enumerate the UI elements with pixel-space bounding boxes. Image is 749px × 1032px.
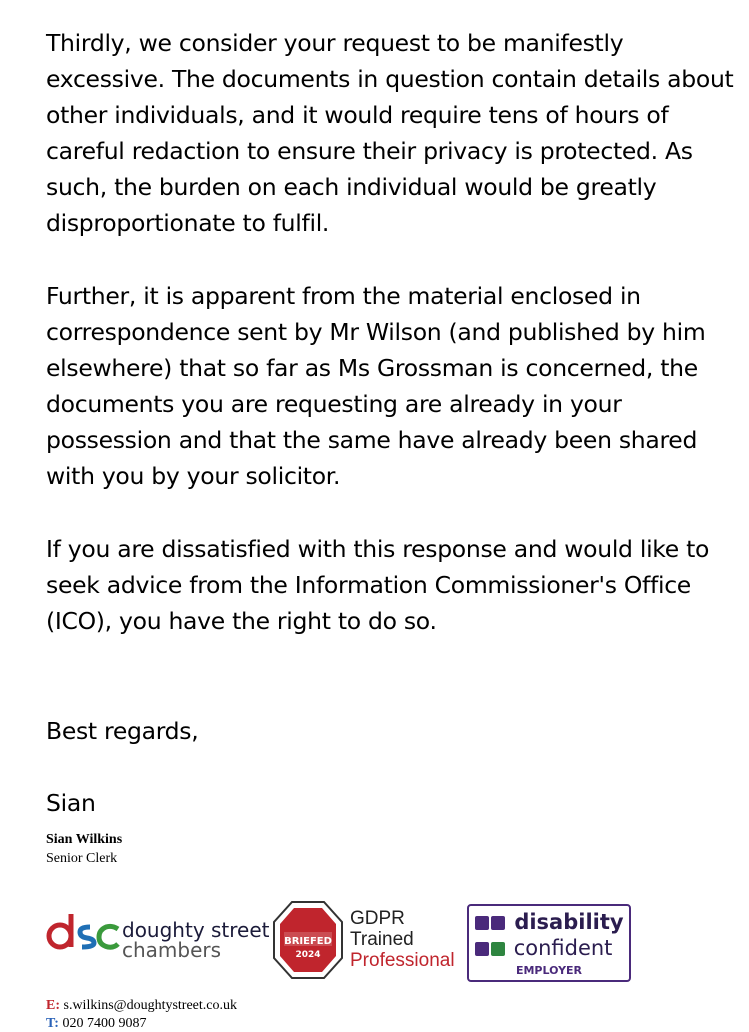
email-link[interactable]: s.wilkins@doughtystreet.co.uk: [63, 998, 237, 1013]
dc-row-1: [475, 910, 624, 934]
paragraph-further: [46, 278, 736, 494]
badge-line2: 2024: [295, 950, 321, 960]
phone-link[interactable]: 020 7400 9087: [62, 1016, 147, 1031]
signature-name: Sian Wilkins: [46, 832, 123, 847]
logo-strip: [46, 896, 646, 986]
email-line: [46, 998, 237, 1014]
gdpr-line1: GDPR: [350, 908, 405, 929]
briefed-badge: [272, 900, 344, 980]
dc-row-2: [475, 936, 612, 960]
paragraph-text: If you are dissatisfied with this response and would like to seek advice from the Information Commissioner's Office (ICO), you have the right to do so.: [46, 535, 710, 635]
dsc-wordmark: [122, 920, 270, 960]
dc-line1: disability: [514, 910, 624, 934]
paragraph-text: Further, it is apparent from the material enclosed in correspondence sent by Mr Wilson (and published by him elsewhere) that so far as Ms Grossman is concerned, the documents you are requesting are already in your possession and that the same have already been shared with you by your solicitor.: [46, 282, 706, 490]
dsc-line1: doughty street: [122, 918, 270, 942]
signature-role: Senior Clerk: [46, 851, 118, 866]
first-name-text: Sian: [46, 789, 96, 817]
signature-first-name: [46, 785, 736, 821]
lock-icon: [475, 942, 489, 956]
person-icon: [491, 942, 505, 956]
paragraph-ico: [46, 531, 736, 639]
dc-employer: EMPLOYER: [515, 964, 583, 977]
dsc-line2: chambers: [122, 938, 222, 962]
paragraph-thirdly: [46, 25, 736, 241]
gdpr-trained-text: [350, 908, 455, 971]
badge-line1: BRIEFED: [284, 936, 332, 947]
dc-line2: confident: [513, 936, 613, 960]
check-icon: [491, 916, 505, 930]
people-icon: [475, 916, 489, 930]
gdpr-line3: Professional: [350, 950, 455, 971]
sign-off: [46, 713, 736, 749]
doughty-street-logo[interactable]: [46, 910, 271, 970]
paragraph-text: Thirdly, we consider your request to be manifestly excessive. The documents in question contain details about other individuals, and it would require tens of hours of careful redaction to ensure their privacy is protected. As such, the burden on each individual would be greatly disproportionate to fulfil.: [46, 29, 734, 237]
email-label: E:: [46, 998, 60, 1013]
sign-off-text: Best regards,: [46, 717, 199, 745]
briefed-badge-icon: [272, 900, 344, 980]
dsc-mark-icon: [46, 910, 120, 960]
phone-line: [46, 1016, 146, 1032]
disability-confident-logo[interactable]: [467, 904, 631, 982]
gdpr-line2: Trained: [350, 929, 414, 950]
phone-label: T:: [46, 1016, 59, 1031]
